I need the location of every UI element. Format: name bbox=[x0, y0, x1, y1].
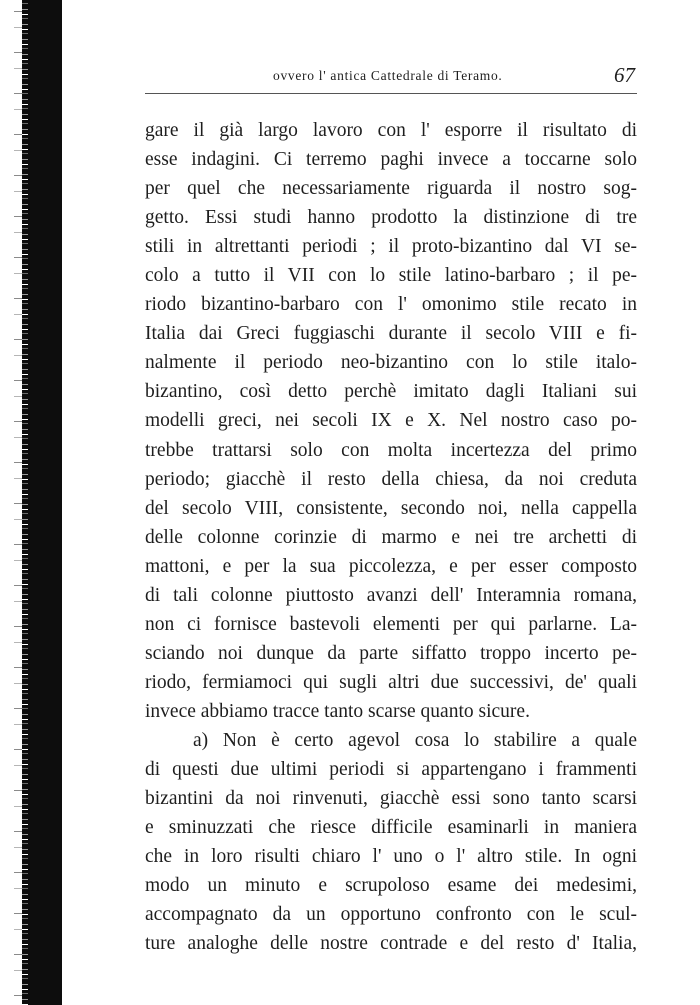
text-line: sciando noi dunque da parte siffatto troppo incerto pe- bbox=[145, 642, 637, 664]
text-line: bizantini da noi rinvenuti, giacchè essi sono tanto scarsi bbox=[145, 788, 637, 810]
text-line: bizantino, così detto perchè imitato dagli Italiani sui bbox=[145, 381, 637, 403]
text-line: gare il già largo lavoro con l' esporre il risultato di bbox=[145, 120, 637, 141]
text-line: modelli greci, nei secoli IX e X. Nel nostro caso po- bbox=[145, 410, 637, 432]
text-line: e sminuzzati che riesce difficile esaminarli in maniera bbox=[145, 817, 637, 839]
text-line: colo a tutto il VII con lo stile latino-barbaro ; il pe- bbox=[145, 265, 637, 287]
text-line: invece abbiamo tracce tanto scarse quanto sicure. bbox=[145, 700, 530, 722]
text-line: accompagnato da un opportuno confronto con le scul- bbox=[145, 904, 637, 926]
text-line: a) Non è certo agevol cosa lo stabilire a quale bbox=[193, 729, 637, 751]
text-line: che in loro risulti chiaro l' uno o l' altro stile. In ogni bbox=[145, 846, 637, 868]
text-line: esse indagini. Ci terremo paghi invece a toccarne solo bbox=[145, 149, 637, 171]
text-line: periodo; giacchè il resto della chiesa, da noi creduta bbox=[145, 468, 637, 490]
text-line: getto. Essi studi hanno prodotto la distinzione di tre bbox=[145, 207, 637, 229]
text-line: Italia dai Greci fuggiaschi durante il secolo VIII e fi- bbox=[145, 323, 637, 345]
header-rule bbox=[145, 93, 637, 94]
text-line: stili in altrettanti periodi ; il proto-bizantino dal VI se- bbox=[145, 236, 637, 258]
body-text bbox=[145, 116, 637, 958]
text-line: riodo bizantino-barbaro con l' omonimo stile recato in bbox=[145, 294, 637, 316]
text-line: riodo, fermiamoci qui sugli altri due successivi, de' quali bbox=[145, 671, 637, 693]
text-line: trebbe trattarsi solo con molta incertezza del primo bbox=[145, 439, 637, 461]
text-line: del secolo VIII, consistente, secondo noi, nella cappella bbox=[145, 497, 637, 519]
text-line: ture analoghe delle nostre contrade e del resto d' Italia, bbox=[145, 933, 637, 955]
text-line: modo un minuto e scrupoloso esame dei medesimi, bbox=[145, 875, 637, 897]
text-line: nalmente il periodo neo-bizantino con lo stile italo- bbox=[145, 352, 637, 374]
running-title: ovvero l' antica Cattedrale di Teramo. bbox=[273, 68, 503, 83]
text-line: per quel che necessariamente riguarda il nostro sog- bbox=[145, 178, 637, 200]
page-binding-edge bbox=[0, 0, 62, 1005]
text-line: di questi due ultimi periodi si appartengano i frammenti bbox=[145, 759, 637, 781]
text-line: non ci fornisce bastevoli elementi per qui parlarne. La- bbox=[145, 613, 637, 635]
page-number: 67 bbox=[614, 63, 635, 87]
running-header bbox=[145, 64, 637, 94]
text-line: mattoni, e per la sua piccolezza, e per esser composto bbox=[145, 555, 637, 577]
text-line: delle colonne corinzie di marmo e nei tre archetti di bbox=[145, 526, 637, 548]
text-line: di tali colonne piuttosto avanzi dell' Interamnia romana, bbox=[145, 584, 637, 606]
